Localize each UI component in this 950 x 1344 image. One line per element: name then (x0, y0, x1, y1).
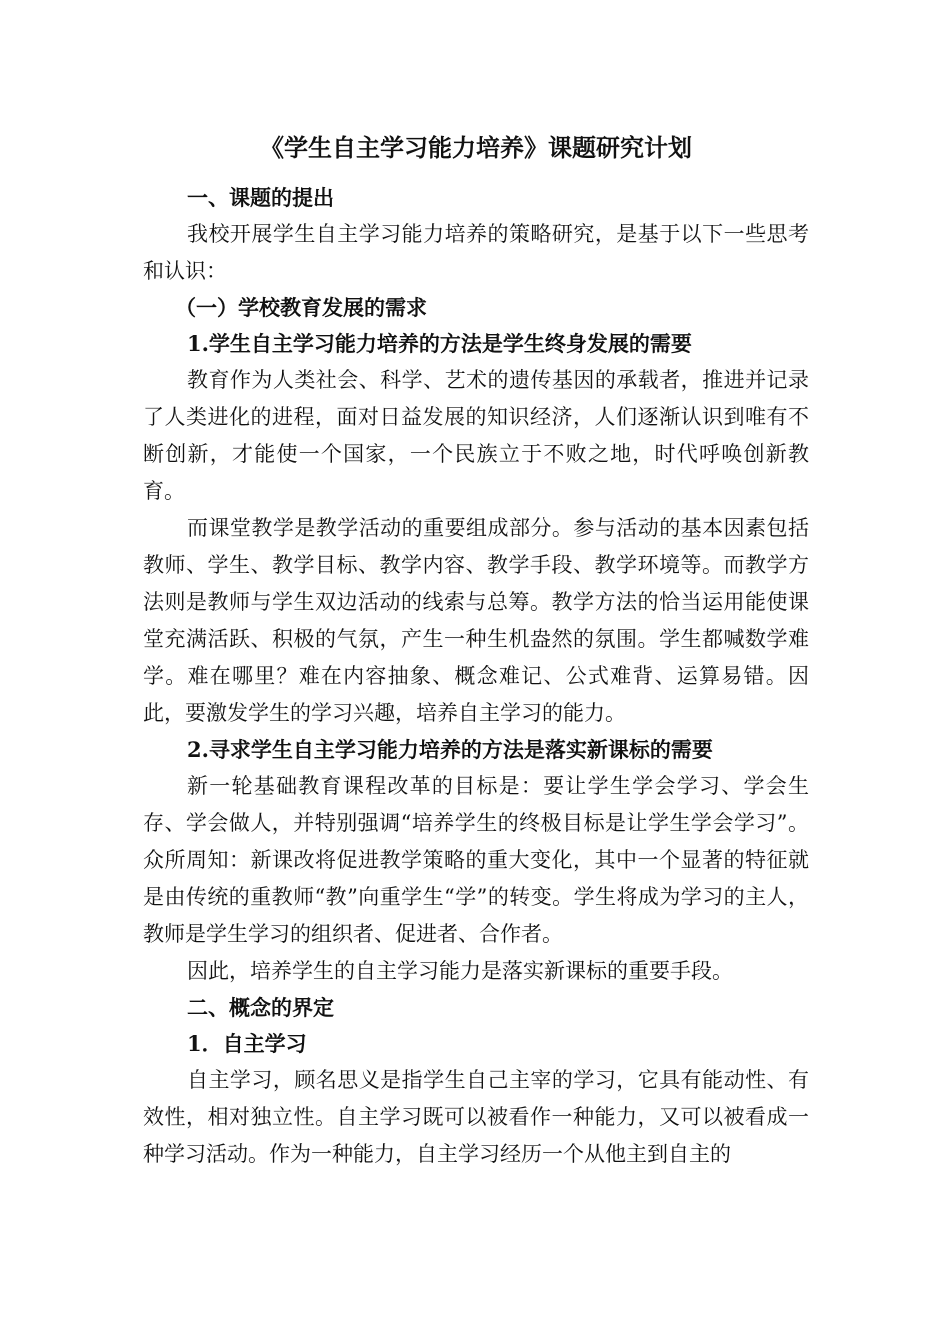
paragraph-1-2-b: 因此，培养学生的自主学习能力是落实新课标的重要手段。 (187, 959, 733, 983)
document-title: 《学生自主学习能力培养》课题研究计划 (260, 133, 692, 162)
item-heading-2-1: 1．自主学习 (187, 1031, 307, 1056)
item-heading-1-2: 2.寻求学生自主学习能力培养的方法是落实新课标的需要 (187, 737, 713, 762)
item-heading-1-1: 1.学生自主学习能力培养的方法是学生终身发展的需要 (187, 331, 692, 356)
section-1-intro-paragraph: 我校开展学生自主学习能力培养的策略研究，是基于以下一些思考和认识： (143, 222, 809, 283)
paragraph-1-2-a: 新一轮基础教育课程改革的目标是：要让学生学会学习、学会生存、学会做人，并特别强调“培养学生的终极目标是让学生学会学习”。众所周知：新课改将促进教学策略的重大变化，其中一个显著的特征就是由传统的重教师“教”向重学生“学”的转变。学生将成为学习的主人，教师是学生学习的组织者、促进者、合作者。 (143, 774, 809, 946)
section-heading-2: 二、概念的界定 (187, 995, 334, 1020)
paragraph-2-1-a: 自主学习，顾名思义是指学生自己主宰的学习，它具有能动性、有效性，相对独立性。自主学习既可以被看作一种能力，又可以被看成一种学习活动。作为一种能力，自主学习经历一个从他主到自主的 (143, 1068, 809, 1166)
paragraph-1-1-a: 教育作为人类社会、科学、艺术的遗传基因的承载者，推进并记录了人类进化的进程，面对日益发展的知识经济，人们逐渐认识到唯有不断创新，才能使一个国家，一个民族立于不败之地，时代呼唤创新教育。 (143, 368, 809, 503)
paragraph-1-1-b: 而课堂教学是教学活动的重要组成部分。参与活动的基本因素包括教师、学生、教学目标、教学内容、教学手段、教学环境等。而教学方法则是教师与学生双边活动的线索与总筹。教学方法的恰当运用能使课堂充满活跃、积极的气氛，产生一种生机盎然的氛围。学生都喊数学难学。难在哪里？难在内容抽象、概念难记、公式难背、运算易错。因此，要激发学生的学习兴趣，培养自主学习的能力。 (143, 516, 809, 725)
document-page (143, 128, 809, 1173)
section-heading-1: 一、课题的提出 (187, 185, 334, 210)
subsection-heading-1: （一）学校教育发展的需求 (175, 295, 427, 320)
